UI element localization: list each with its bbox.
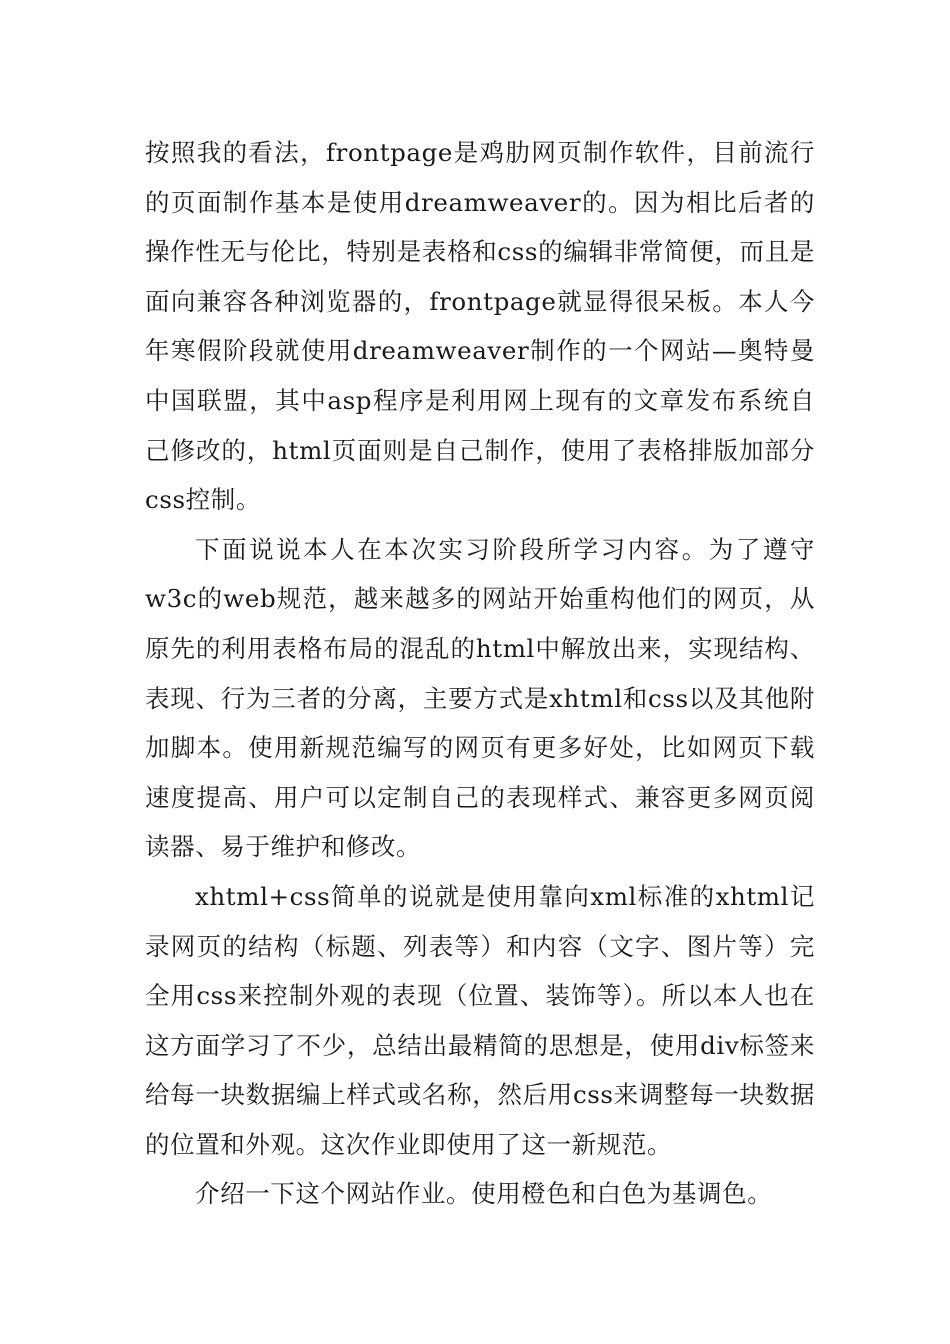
paragraph-1: 按照我的看法，frontpage是鸡肋网页制作软件，目前流行的页面制作基本是使用dreamweaver的。因为相比后者的操作性无与伦比，特别是表格和css的编辑非常简便，而且是面向兼容各种浏览器的，frontpage就显得很呆板。本人今年寒假阶段就使用dreamweaver制作的一个网站—奥特曼中国联盟，其中asp程序是利用网上现有的文章发布系统自己修改的，html页面则是自己制作，使用了表格排版加部分css控制。 [145,138,815,515]
paragraph-2: 下面说说本人在本次实习阶段所学习内容。为了遵守w3c的web规范，越来越多的网站开始重构他们的网页，从原先的利用表格布局的混乱的html中解放出来，实现结构、表现、行为三者的分离，主要方式是xhtml和css以及其他附加脚本。使用新规范编写的网页有更多好处，比如网页下载速度提高、用户可以定制自己的表现样式、兼容更多网页阅读器、易于维护和修改。 [145,534,815,862]
paragraph-4: 介绍一下这个网站作业。使用橙色和白色为基调色。 [195,1179,773,1209]
document-body [145,128,815,1219]
paragraph-3: xhtml+css简单的说就是使用靠向xml标准的xhtml记录网页的结构（标题、列表等）和内容（文字、图片等）完全用css来控制外观的表现（位置、装饰等）。所以本人也在这方面学习了不少，总结出最精简的思想是，使用div标签来给每一块数据编上样式或名称，然后用css来调整每一块数据的位置和外观。这次作业即使用了这一新规范。 [145,881,815,1159]
